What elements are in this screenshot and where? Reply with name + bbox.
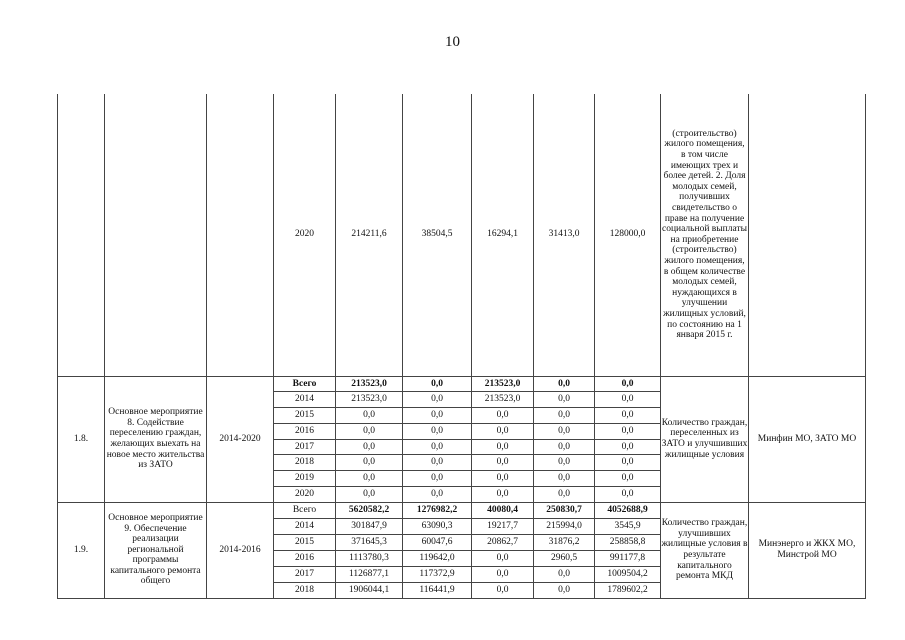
- name-cell: [105, 94, 207, 376]
- section-indicator: Количество граждан, улучшивших жилищные условия в результате капитального ремонта МКД: [661, 502, 749, 598]
- value-cell: 213523,0: [472, 392, 534, 408]
- year-cell: 2014: [274, 518, 336, 534]
- section-name: Основное мероприятие 8. Содействие переселению граждан, желающих выехать на новое место жительства из ЗАТО: [105, 376, 207, 502]
- value-cell: 0,0: [534, 408, 595, 424]
- value-cell: 371645,3: [336, 534, 403, 550]
- value-cell: 0,0: [403, 376, 472, 392]
- year-cell: 2018: [274, 455, 336, 471]
- executor-cell: [749, 94, 866, 376]
- value-cell: 0,0: [472, 550, 534, 566]
- section-executor: Минфин МО, ЗАТО МО: [749, 376, 866, 502]
- value-cell: 0,0: [472, 439, 534, 455]
- value-cell: 0,0: [595, 455, 661, 471]
- value-cell: 1276982,2: [403, 502, 472, 518]
- value-cell: 250830,7: [534, 502, 595, 518]
- year-cell: Всего: [274, 502, 336, 518]
- value-cell: 0,0: [534, 455, 595, 471]
- value-cell: 215994,0: [534, 518, 595, 534]
- value-cell: 0,0: [534, 582, 595, 598]
- value-cell: 0,0: [595, 471, 661, 487]
- year-cell: 2016: [274, 550, 336, 566]
- value-cell: 1113780,3: [336, 550, 403, 566]
- value-cell: 1126877,1: [336, 566, 403, 582]
- value-cell: 0,0: [595, 486, 661, 502]
- value-cell: 214211,6: [336, 94, 403, 376]
- year-cell: 2018: [274, 582, 336, 598]
- value-cell: 0,0: [534, 439, 595, 455]
- value-cell: 0,0: [336, 408, 403, 424]
- value-cell: 0,0: [472, 408, 534, 424]
- value-cell: 0,0: [403, 455, 472, 471]
- value-cell: 0,0: [336, 486, 403, 502]
- program-table: [57, 94, 866, 599]
- year-cell: 2014: [274, 392, 336, 408]
- value-cell: 258858,8: [595, 534, 661, 550]
- year-cell: 2017: [274, 439, 336, 455]
- value-cell: 3545,9: [595, 518, 661, 534]
- value-cell: 2960,5: [534, 550, 595, 566]
- year-cell: 2016: [274, 423, 336, 439]
- value-cell: 0,0: [534, 566, 595, 582]
- value-cell: 0,0: [595, 408, 661, 424]
- value-cell: 213523,0: [336, 392, 403, 408]
- value-cell: 0,0: [595, 423, 661, 439]
- value-cell: 0,0: [595, 392, 661, 408]
- table-row: [58, 94, 866, 376]
- section-number: 1.8.: [58, 376, 105, 502]
- year-cell: 2019: [274, 471, 336, 487]
- value-cell: 0,0: [534, 423, 595, 439]
- year-cell: 2017: [274, 566, 336, 582]
- value-cell: 1009504,2: [595, 566, 661, 582]
- value-cell: 40080,4: [472, 502, 534, 518]
- value-cell: 0,0: [403, 423, 472, 439]
- year-cell: 2020: [274, 486, 336, 502]
- section-period: 2014-2020: [207, 376, 274, 502]
- value-cell: 0,0: [472, 486, 534, 502]
- value-cell: 0,0: [472, 566, 534, 582]
- value-cell: 0,0: [336, 471, 403, 487]
- value-cell: 117372,9: [403, 566, 472, 582]
- value-cell: 31876,2: [534, 534, 595, 550]
- value-cell: 0,0: [595, 376, 661, 392]
- value-cell: 0,0: [534, 486, 595, 502]
- section-executor: Минэнерго и ЖКХ МО, Минстрой МО: [749, 502, 866, 598]
- value-cell: 1789602,2: [595, 582, 661, 598]
- table-row: [58, 502, 866, 518]
- value-cell: 213523,0: [336, 376, 403, 392]
- section-number: 1.9.: [58, 502, 105, 598]
- value-cell: 0,0: [403, 408, 472, 424]
- value-cell: 991177,8: [595, 550, 661, 566]
- value-cell: 0,0: [336, 439, 403, 455]
- year-cell: 2015: [274, 408, 336, 424]
- value-cell: 20862,7: [472, 534, 534, 550]
- value-cell: 0,0: [472, 471, 534, 487]
- value-cell: 116441,9: [403, 582, 472, 598]
- table-row: [58, 376, 866, 392]
- year-cell: 2020: [274, 94, 336, 376]
- value-cell: 0,0: [336, 423, 403, 439]
- value-cell: 0,0: [403, 471, 472, 487]
- value-cell: 0,0: [403, 486, 472, 502]
- page-number: 10: [445, 34, 460, 50]
- value-cell: 0,0: [472, 455, 534, 471]
- value-cell: 0,0: [534, 376, 595, 392]
- value-cell: 119642,0: [403, 550, 472, 566]
- value-cell: 128000,0: [595, 94, 661, 376]
- number-cell: [58, 94, 105, 376]
- section-name: Основное мероприятие 9. Обеспечение реализации региональной программы капитального ремонта общего: [105, 502, 207, 598]
- value-cell: 301847,9: [336, 518, 403, 534]
- value-cell: 0,0: [595, 439, 661, 455]
- section-indicator: Количество граждан, переселенных из ЗАТО и улучшивших жилищные условия: [661, 376, 749, 502]
- value-cell: 0,0: [472, 423, 534, 439]
- section-period: 2014-2016: [207, 502, 274, 598]
- value-cell: 63090,3: [403, 518, 472, 534]
- value-cell: 1906044,1: [336, 582, 403, 598]
- value-cell: 213523,0: [472, 376, 534, 392]
- value-cell: 5620582,2: [336, 502, 403, 518]
- value-cell: 0,0: [472, 582, 534, 598]
- value-cell: 0,0: [534, 471, 595, 487]
- value-cell: 16294,1: [472, 94, 534, 376]
- value-cell: 31413,0: [534, 94, 595, 376]
- value-cell: 4052688,9: [595, 502, 661, 518]
- year-cell: 2015: [274, 534, 336, 550]
- indicator-cell: (строительство) жилого помещения, в том числе имеющих трех и более детей. 2. Доля молодых семей, получивших свидетельство о праве на получение социальной выплаты на приобретение (строительство) жилого помещения, в общем количестве молодых семей, нуждающихся в улучшении жилищных условий, по состоянию на 1 января 2015 г.: [661, 94, 749, 376]
- value-cell: 0,0: [336, 455, 403, 471]
- value-cell: 38504,5: [403, 94, 472, 376]
- value-cell: 60047,6: [403, 534, 472, 550]
- value-cell: 0,0: [403, 392, 472, 408]
- year-cell: Всего: [274, 376, 336, 392]
- value-cell: 0,0: [534, 392, 595, 408]
- period-cell: [207, 94, 274, 376]
- value-cell: 0,0: [403, 439, 472, 455]
- value-cell: 19217,7: [472, 518, 534, 534]
